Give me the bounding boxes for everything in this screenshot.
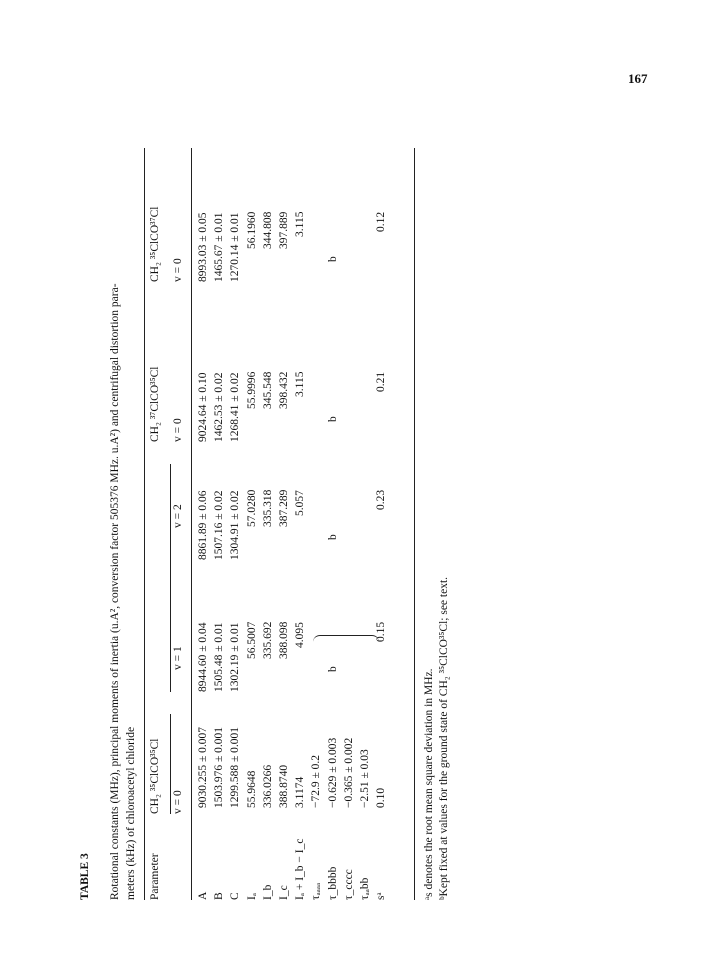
parameter-cell: B [213, 892, 226, 900]
parameter-cell: τ_cccc [342, 869, 355, 900]
table-cell: 3.115 [294, 371, 307, 397]
table-cell: 8861.89 ± 0.06 [197, 490, 209, 560]
table-cell: 0.15 [375, 621, 388, 642]
footnote-a: ᵃs denotes the root mean square deviation in MHz. [423, 668, 435, 900]
right-brace [313, 635, 379, 642]
table-cell: 1270.14 ± 0.01 [229, 212, 242, 282]
header-v0-g2: v = 0 [172, 418, 184, 442]
table-cell: b [326, 534, 339, 540]
parameter-cell: τₐₐbb [359, 877, 371, 900]
header-group1: CH₂ ³⁵ClCO³⁵Cl [149, 738, 161, 814]
parameter-cell: C [229, 892, 242, 900]
table-cell: 1505.48 ± 0.01 [213, 622, 226, 692]
caption-line-1: Rotational constants (MHz), principal moments of inertia (u.A², conversion factor 505376 MHz. u.A²) and centrifugal distortion para- [109, 283, 121, 900]
caption-line-2: meters (kHz) of chloroacetyl chloride [125, 726, 137, 900]
table-cell: 56.5007 [245, 621, 258, 659]
table-cell: 4.095 [294, 622, 307, 648]
table-cell: 1268.41 ± 0.02 [229, 372, 242, 442]
table-cell: 1503.976 ± 0.001 [213, 726, 226, 808]
table-cell: −0.629 ± 0.003 [326, 737, 339, 808]
table-cell: 387.289 [278, 489, 290, 527]
table-cell: 335.318 [261, 489, 274, 527]
header-group2: CH₂ ³⁷ClCO³⁵Cl [149, 366, 161, 442]
table-label: TABLE 3 [79, 853, 91, 900]
table-cell: 398.432 [278, 371, 290, 409]
header-parameter: Parameter [149, 853, 161, 900]
table-cell: 5.057 [294, 490, 307, 516]
table-cell: 388.8740 [278, 764, 290, 808]
header-v1: v = 1 [172, 646, 184, 670]
table-cell: 55.9648 [245, 770, 258, 808]
table-cell: 1465.67 ± 0.01 [213, 212, 226, 282]
table-cell: 1462.53 ± 0.02 [213, 372, 226, 442]
table-cell: 3.1174 [294, 776, 307, 808]
table-cell: 0.10 [375, 787, 388, 808]
table-cell: b [326, 256, 339, 262]
footnote-b: ᵇKept fixed at values for the ground state of CH₂ ³⁵ClCO³⁵Cl; see text. [438, 576, 450, 900]
table-cell: 1302.19 ± 0.01 [229, 622, 242, 692]
table-cell: 9024.64 ± 0.10 [197, 372, 209, 442]
table-cell: 397.889 [278, 211, 290, 249]
table-cell: 56.1960 [245, 211, 258, 249]
parameter-cell: Iₐ [245, 893, 258, 900]
page-number: 167 [628, 71, 648, 86]
rule-group1-b [170, 464, 171, 692]
table-cell: −72.9 ± 0.2 [310, 754, 323, 808]
table-cell: 388.098 [278, 621, 290, 659]
header-v2: v = 2 [172, 504, 184, 528]
table-cell: 3.115 [294, 211, 307, 237]
parameter-cell: I_b [261, 884, 274, 900]
parameter-cell: τₐₐₐₐ [310, 882, 323, 900]
rule-bottom [414, 148, 415, 900]
table-cell: 336.0266 [261, 764, 274, 808]
table-cell: b [326, 666, 339, 672]
table-cell: 345.548 [261, 371, 274, 409]
table-cell: −2.51 ± 0.03 [359, 749, 371, 808]
rotated-table [80, 80, 680, 900]
header-v0-g3: v = 0 [172, 258, 184, 282]
table-cell: −0.365 ± 0.002 [342, 737, 355, 808]
rule-header-bottom [191, 148, 192, 900]
table-cell: 8944.60 ± 0.04 [197, 622, 209, 692]
table-cell: 55.9996 [245, 371, 258, 409]
parameter-cell: A [197, 891, 209, 900]
header-group3: CH₂ ³⁵ClCO³⁷Cl [149, 206, 161, 282]
header-v0-g1: v = 0 [172, 790, 184, 814]
table-cell: 1304.91 ± 0.02 [229, 490, 242, 560]
parameter-cell: τ_bbbb [326, 866, 339, 900]
table-cell: 1299.588 ± 0.001 [229, 726, 242, 808]
table-cell: 344.808 [261, 211, 274, 249]
table-cell: 8993.03 ± 0.05 [197, 212, 209, 282]
table-cell: b [326, 416, 339, 422]
parameter-cell: sᵃ [375, 892, 388, 900]
table-cell: 0.21 [375, 371, 388, 392]
table-cell: 1507.16 ± 0.02 [213, 490, 226, 560]
table-cell: 335.692 [261, 621, 274, 659]
table-cell: 9030.255 ± 0.007 [197, 726, 209, 808]
parameter-cell: Iₐ + I_b − I_c [294, 838, 307, 900]
parameter-cell: I_c [278, 885, 290, 900]
table-cell: 57.0280 [245, 489, 258, 527]
rule-group1-a [170, 714, 171, 814]
table-cell: 0.23 [375, 489, 388, 510]
rule-top [144, 148, 145, 900]
table-cell: 0.12 [375, 211, 388, 232]
